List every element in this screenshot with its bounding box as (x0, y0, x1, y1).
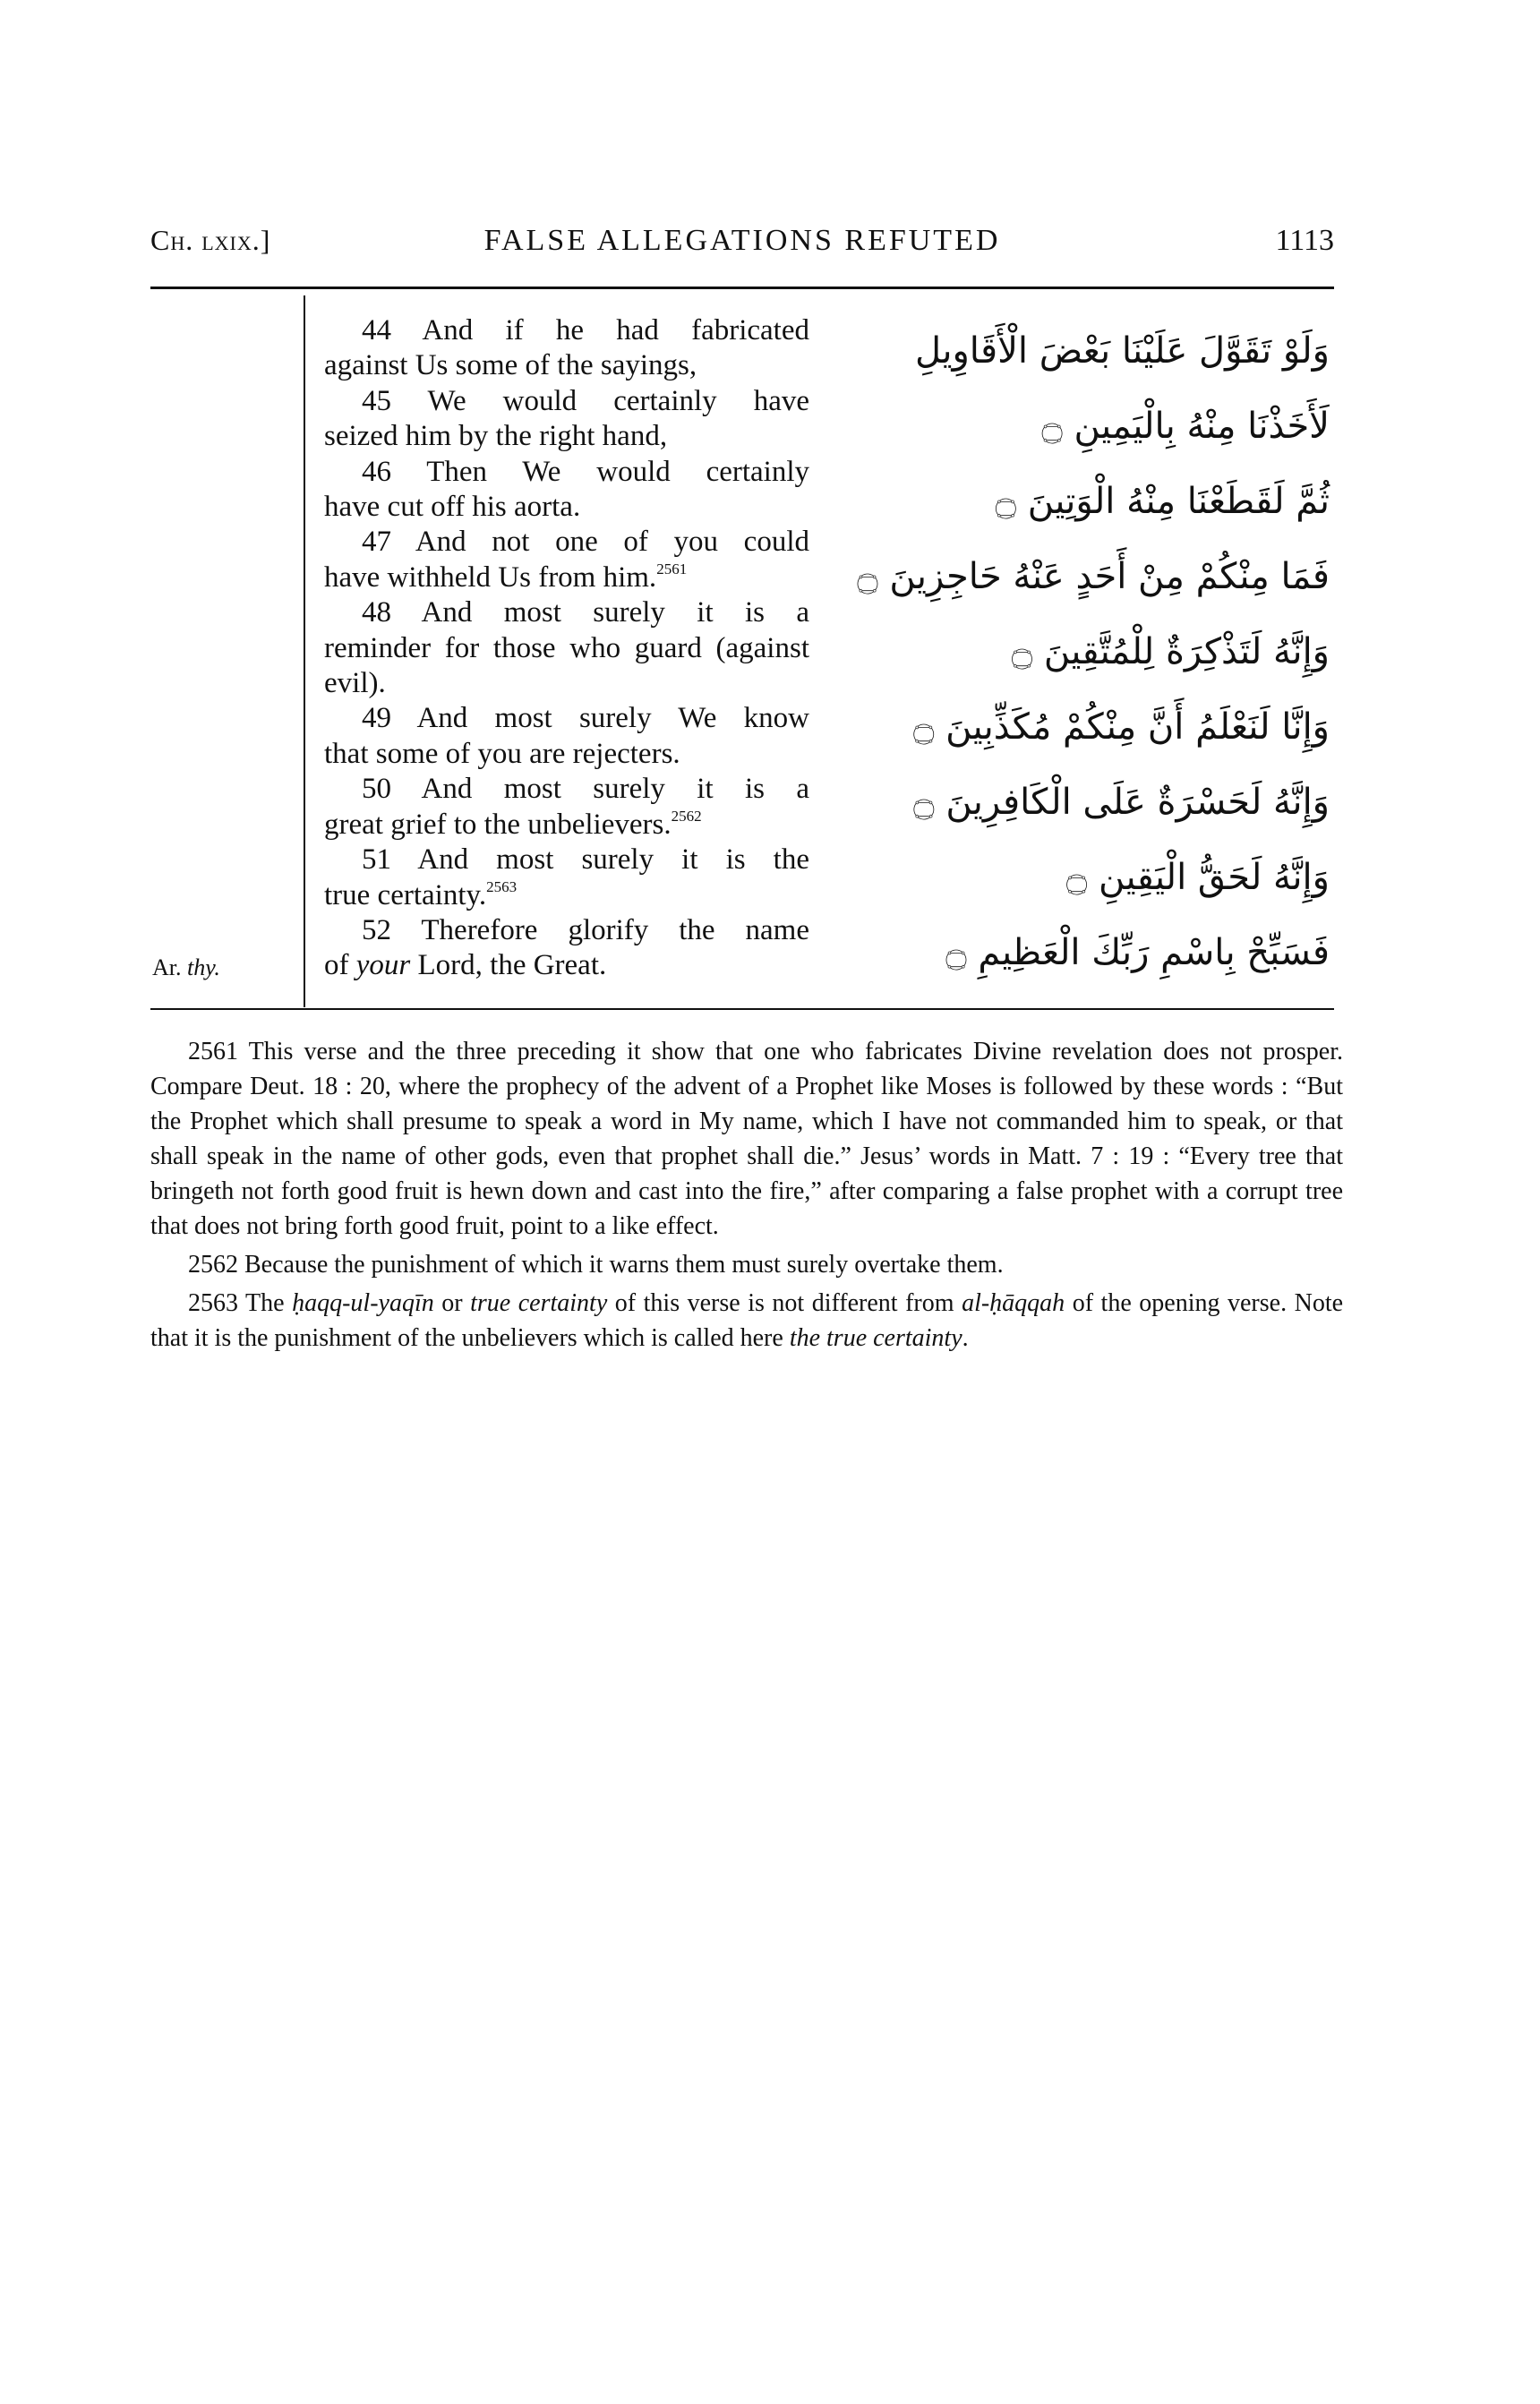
verse-number: 49 (362, 702, 391, 735)
verse-45 (324, 384, 809, 455)
footnote-2562 (150, 1247, 1343, 1282)
arabic-verse-50: وَإِنَّهُ لَحَسْرَةٌ عَلَى الْكَافِرِينَ ۝ (913, 782, 1330, 823)
verse-text: great grief to the unbelievers. (324, 808, 672, 841)
verse-47 (324, 525, 809, 595)
footnote-ref[interactable]: 2563 (486, 877, 518, 895)
verse-number: 47 (362, 526, 391, 559)
verse-46 (324, 455, 809, 526)
arabic-verse-51: وَإِنَّهُ لَحَقُّ الْيَقِينِ ۝ (1065, 857, 1330, 898)
footnote-text: of this verse is not different from (607, 1289, 962, 1317)
verse-text: that some of you are rejecters. (324, 737, 680, 770)
footnote-ref[interactable]: 2561 (656, 560, 688, 577)
verse-text: Lord, the Great. (410, 949, 607, 982)
verse-text: Therefore glorify the name (421, 913, 809, 946)
arabic-verse-44: وَلَوْ تَقَوَّلَ عَلَيْنَا بَعْضَ الْأَقَاوِيلِ (915, 330, 1330, 372)
running-header (150, 224, 1334, 265)
verse-text: We would certainly have (427, 384, 810, 417)
footnote-number: 2561 (188, 1038, 238, 1065)
footnote-italic: ḥaqq-ul-yaqīn (292, 1289, 434, 1317)
footnote-text: or (433, 1289, 471, 1317)
verse-number: 52 (362, 913, 391, 946)
page-number: 1113 (1275, 224, 1334, 257)
verse-52 (324, 913, 809, 984)
footnote-italic: true certainty (470, 1289, 608, 1317)
verse-number: 48 (362, 596, 391, 629)
verse-text: And if he had fabricated (422, 314, 809, 346)
verse-number: 46 (362, 455, 391, 488)
verse-text: seized him by the right hand, (324, 420, 668, 453)
footnote-italic: al-ḥāqqah (962, 1289, 1065, 1317)
column-divider (304, 295, 305, 1007)
footnote-ref[interactable]: 2562 (671, 807, 702, 825)
footnote-2563 (150, 1286, 1343, 1356)
arabic-verse-47: فَمَا مِنْكُمْ مِنْ أَحَدٍ عَنْهُ حَاجِزِينَ ۝ (857, 556, 1330, 597)
verse-text: have cut off his aorta. (324, 491, 581, 524)
margin-note (152, 954, 220, 981)
footnote-text: of the opening verse. Note that it is the punishment of the unbelievers which is called here (150, 1289, 1344, 1352)
margin-note-italic: thy. (187, 954, 220, 980)
verse-text: reminder for those who guard (against evil). (324, 631, 809, 700)
verse-text: have withheld Us from him. (324, 560, 657, 594)
verse-44 (324, 313, 809, 384)
verse-number: 45 (362, 384, 391, 417)
verse-text: And most surely We know (416, 702, 809, 735)
arabic-verse-49: وَإِنَّا لَنَعْلَمُ أَنَّ مِنْكُمْ مُكَذِّبِينَ ۝ (912, 706, 1330, 748)
verse-48 (324, 595, 809, 701)
verse-text: against Us some of the sayings, (324, 349, 697, 382)
verse-text: true certainty. (324, 878, 487, 911)
verse-text: Then We would certainly (426, 455, 810, 488)
verse-text: And most surely it is the (417, 843, 809, 877)
verse-50 (324, 772, 809, 843)
footnote-2561 (150, 1034, 1343, 1244)
footnote-number: 2563 (188, 1289, 238, 1317)
verse-49 (324, 701, 809, 772)
header-rule (150, 287, 1334, 289)
verse-text: And most surely it is a (421, 773, 809, 806)
arabic-verse-45: لَأَخَذْنَا مِنْهُ بِالْيَمِينِ ۝ (1041, 406, 1330, 447)
verse-text: of (324, 949, 356, 982)
verse-text: And most surely it is a (421, 596, 809, 629)
footnote-text: Because the punishment of which it warns them must surely overtake them. (244, 1251, 1004, 1279)
footnote-rule (150, 1008, 1334, 1010)
arabic-verse-52: فَسَبِّحْ بِاسْمِ رَبِّكَ الْعَظِيمِ ۝ (945, 932, 1330, 973)
margin-note-prefix: Ar. (152, 954, 182, 980)
arabic-verse-46: ثُمَّ لَقَطَعْنَا مِنْهُ الْوَتِينَ ۝ (995, 481, 1330, 522)
verse-number: 51 (362, 843, 391, 877)
arabic-verse-48: وَإِنَّهُ لَتَذْكِرَةٌ لِلْمُتَّقِينَ ۝ (1011, 631, 1330, 672)
verse-number: 44 (362, 314, 391, 346)
footnotes (150, 1034, 1343, 1359)
verse-number: 50 (362, 773, 391, 806)
footnote-text: This verse and the three preceding it show that one who fabricates Divine revelation does not prosper. Compare Deut. 18 : 20, where the prophecy of the advent of a Prophet like Moses is followed by these words : “But the Prophet which shall presume to speak a word in My name, which I have not commanded him to speak, or that shall speak in the name of other gods, even that prophet shall die.” Jesus’ words in Matt. 7 : 19 : “Every tree that bringeth not forth good fruit is hewn down and cast into the fire,” after comparing a false prophet with a corrupt tree that does not bring forth good fruit, point to a like effect. (150, 1038, 1343, 1240)
page-title: FALSE ALLEGATIONS REFUTED (483, 224, 1001, 257)
footnote-text: . (962, 1324, 969, 1352)
footnote-text: The (245, 1289, 293, 1317)
verse-text: And not one of you could (415, 526, 809, 559)
verse-51 (324, 843, 809, 913)
footnote-italic: the true certainty (789, 1324, 962, 1352)
chapter-label: Ch. lxix.] (150, 224, 271, 256)
verse-text-italic: your (355, 949, 411, 982)
footnote-number: 2562 (188, 1251, 238, 1279)
translation-column (324, 313, 809, 984)
arabic-column (857, 313, 1330, 990)
